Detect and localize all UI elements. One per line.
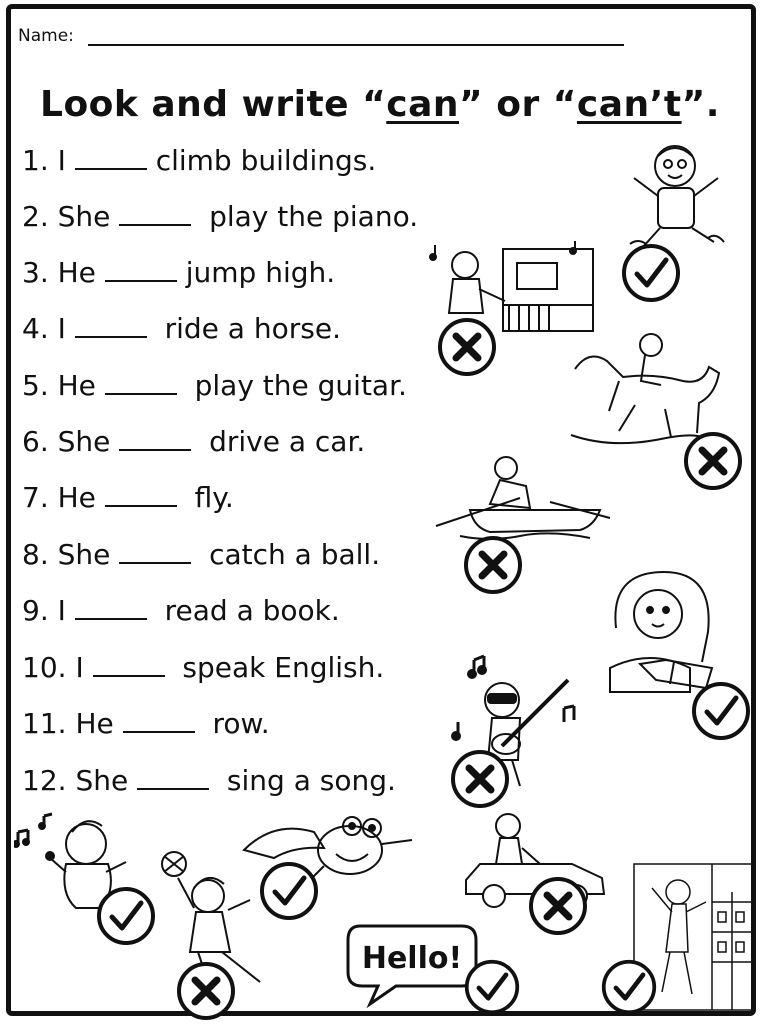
sentence-9: 9. I read a book. [22,594,340,627]
answer-blank[interactable] [137,766,209,790]
rowing-boat-picture [430,452,615,542]
title-part: Look and write “ [40,84,387,125]
answer-blank[interactable] [119,427,191,451]
title-cant: can’t [576,84,682,125]
answer-blank[interactable] [119,540,191,564]
cross-mark-icon [449,748,511,810]
girl-reading-picture [596,568,721,693]
worksheet-title [40,84,720,125]
cross-mark-icon [527,875,589,937]
sentence-11: 11. He row. [22,707,270,740]
answer-blank[interactable] [105,371,177,395]
sentence-5: 5. He play the guitar. [22,369,407,402]
check-mark-icon [600,958,658,1016]
check-mark-icon [690,680,752,742]
title-part: ”. [681,84,720,125]
answer-blank[interactable] [75,314,147,338]
check-mark-icon [95,885,157,947]
name-label: Name: [18,26,74,46]
sentence-3: 3. He jump high. [22,256,336,289]
sentence-12: 12. She sing a song. [22,764,396,797]
answer-blank[interactable] [123,709,195,733]
sentence-6: 6. She drive a car. [22,425,366,458]
name-input-line[interactable] [88,44,624,46]
title-part: ” or “ [459,84,577,125]
answer-blank[interactable] [119,202,191,226]
cross-mark-icon [682,430,744,492]
cross-mark-icon [175,960,237,1022]
title-can: can [386,84,460,125]
sentence-1: 1. I climb buildings. [22,144,377,177]
sentence-10: 10. I speak English. [22,651,385,684]
cross-mark-icon [436,316,498,378]
answer-blank[interactable] [105,483,177,507]
check-mark-icon [258,860,320,922]
answer-blank[interactable] [75,596,147,620]
sentence-8: 8. She catch a ball. [22,538,381,571]
check-mark-icon [620,242,682,304]
answer-blank[interactable] [75,146,147,170]
answer-blank[interactable] [93,653,165,677]
check-mark-icon [463,958,521,1016]
sentence-7: 7. He fly. [22,481,234,514]
answer-blank[interactable] [105,258,177,282]
sentence-2: 2. She play the piano. [22,200,419,233]
sentence-4: 4. I ride a horse. [22,312,341,345]
cross-mark-icon [462,534,524,596]
hello-text: Hello! [361,941,463,976]
